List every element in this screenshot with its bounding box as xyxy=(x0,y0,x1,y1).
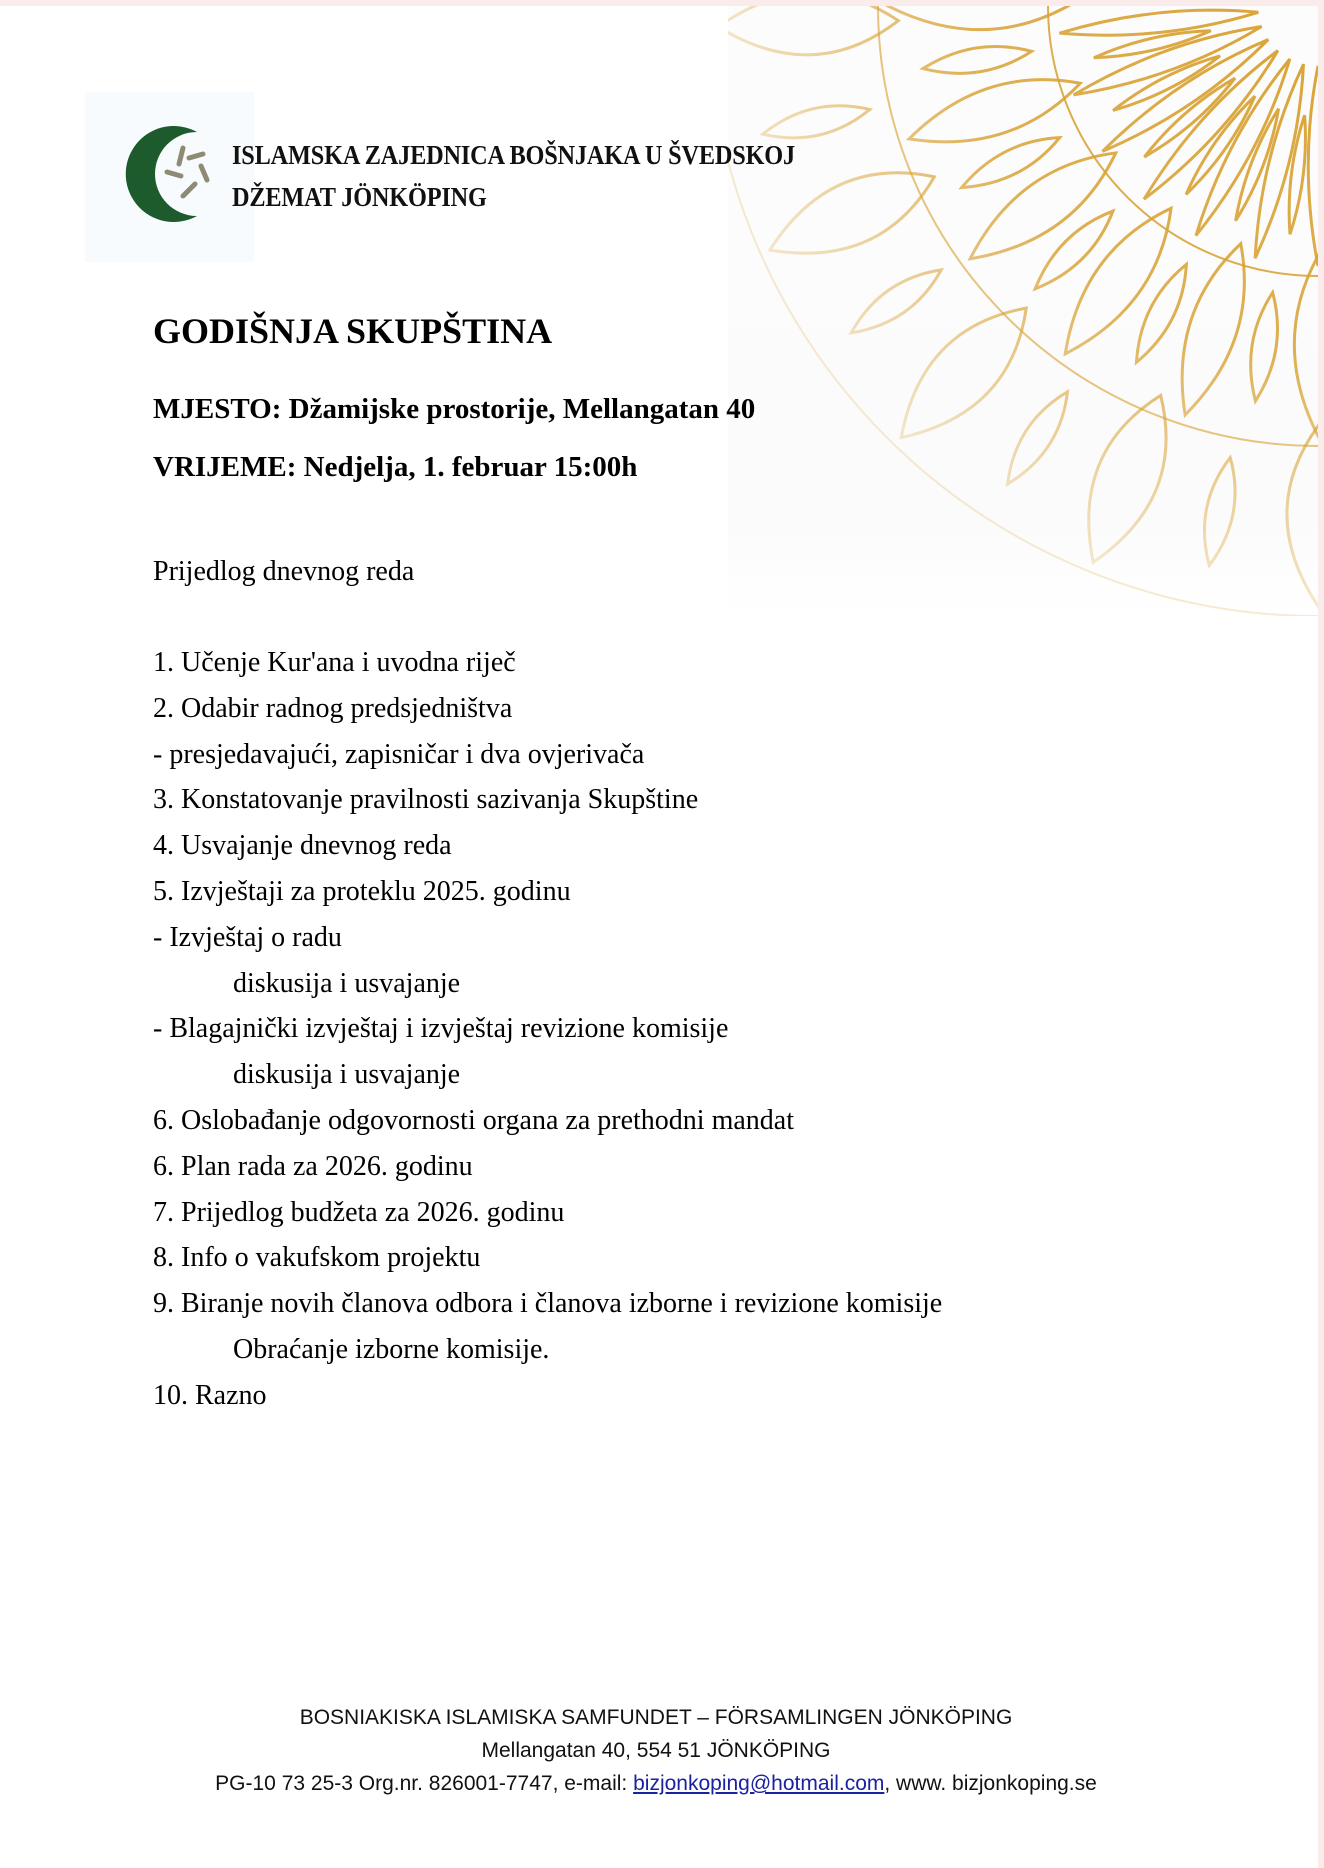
mandala-petal xyxy=(1074,27,1262,95)
page-right-border xyxy=(1318,0,1324,1868)
mandala-icon xyxy=(728,6,1318,616)
meeting-time: VRIJEME: Nedjelja, 1. februar 15:00h xyxy=(153,451,638,483)
mandala-petal xyxy=(1035,211,1113,289)
mandala-petal xyxy=(1287,426,1318,606)
agenda-list xyxy=(153,645,942,1424)
mandala-petal xyxy=(1182,244,1244,415)
crescent-star-icon xyxy=(85,92,254,262)
footer-org: BOSNIAKISKA ISLAMISKA SAMFUNDET – FÖRSAMLINGEN JÖNKÖPING xyxy=(299,1706,1013,1729)
mandala-petal xyxy=(763,106,870,138)
agenda-heading: Prijedlog dnevnog reda xyxy=(153,556,415,587)
mandala-petal xyxy=(770,173,934,253)
mandala-petal xyxy=(888,6,1068,30)
mandala-petal xyxy=(1294,256,1318,436)
footer-website: , www. bizjonkoping.se xyxy=(884,1772,1097,1795)
agenda-item: diskusija i usvajanje xyxy=(233,967,461,999)
mandala-ornament xyxy=(728,6,1318,616)
mandala-petal xyxy=(728,6,898,55)
mandala-petal xyxy=(1236,109,1279,221)
agenda-item: Obraćanje izborne komisije. xyxy=(233,1333,550,1365)
mandala-petal xyxy=(1289,115,1305,234)
org-name: ISLAMSKA ZAJEDNICA BOŠNJAKA U ŠVEDSKOJ xyxy=(232,140,795,170)
mandala-petal xyxy=(909,80,1080,142)
mandala-petal xyxy=(923,46,1032,73)
logo xyxy=(85,92,254,262)
agenda-item: 4. Usvajanje dnevnog reda xyxy=(153,830,452,862)
footer-address: Mellangatan 40, 554 51 JÖNKÖPING xyxy=(481,1739,831,1762)
agenda-item: 7. Prijedlog budžeta za 2026. godinu xyxy=(153,1196,565,1228)
agenda-item: 10. Razno xyxy=(153,1379,267,1411)
agenda-item: 6. Plan rada za 2026. godinu xyxy=(153,1150,473,1182)
mandala-petal xyxy=(962,138,1060,188)
agenda-item: - Blagajnički izvještaj i izvještaj revizione komisije xyxy=(153,1013,729,1045)
agenda-item: 2. Odabir radnog predsjedništva xyxy=(153,692,513,724)
agenda-item: - presjedavajući, zapisničar i dva ovjerivača xyxy=(153,738,645,770)
agenda-item: 5. Izvještaji za proteklu 2025. godinu xyxy=(153,875,571,907)
mandala-petal xyxy=(1308,66,1318,266)
agenda-item: 6. Oslobađanje odgovornosti organa za prethodni mandat xyxy=(153,1104,794,1136)
document-title: GODIŠNJA SKUPŠTINA xyxy=(153,311,553,351)
agenda-item: 9. Biranje novih članova odbora i članova izborne i revizione komisije xyxy=(153,1288,943,1320)
mandala-petal xyxy=(901,308,1026,437)
agenda-item: 1. Učenje Kur'ana i uvodna riječ xyxy=(153,647,516,678)
mandala-petal xyxy=(1089,395,1166,562)
mandala-petal xyxy=(970,153,1116,259)
meeting-place: MJESTO: Džamijske prostorije, Mellangatan 40 xyxy=(153,393,756,425)
mandala-petal xyxy=(1204,458,1235,566)
mandala-petal xyxy=(1008,392,1068,484)
agenda-item: - Izvještaj o radu xyxy=(153,921,342,953)
footer-ids: PG-10 73 25-3 Org.nr. 826001-7747, e-mail: xyxy=(215,1772,634,1795)
mandala-petal xyxy=(1251,292,1278,401)
agenda-item: 8. Info o vakufskom projektu xyxy=(153,1242,481,1274)
email-link[interactable]: bizjonkoping@hotmail.com xyxy=(633,1772,885,1795)
agenda-item: diskusija i usvajanje xyxy=(233,1059,461,1091)
footer-contact xyxy=(0,1772,1312,1796)
org-branch: DŽEMAT JÖNKÖPING xyxy=(232,182,487,212)
mandala-petal xyxy=(1144,78,1235,157)
mandala-petal xyxy=(1136,264,1186,362)
mandala-petal xyxy=(1065,208,1171,354)
mandala-petal xyxy=(851,270,941,333)
agenda-item: 3. Konstatovanje pravilnosti sazivanja Skupštine xyxy=(153,784,699,816)
